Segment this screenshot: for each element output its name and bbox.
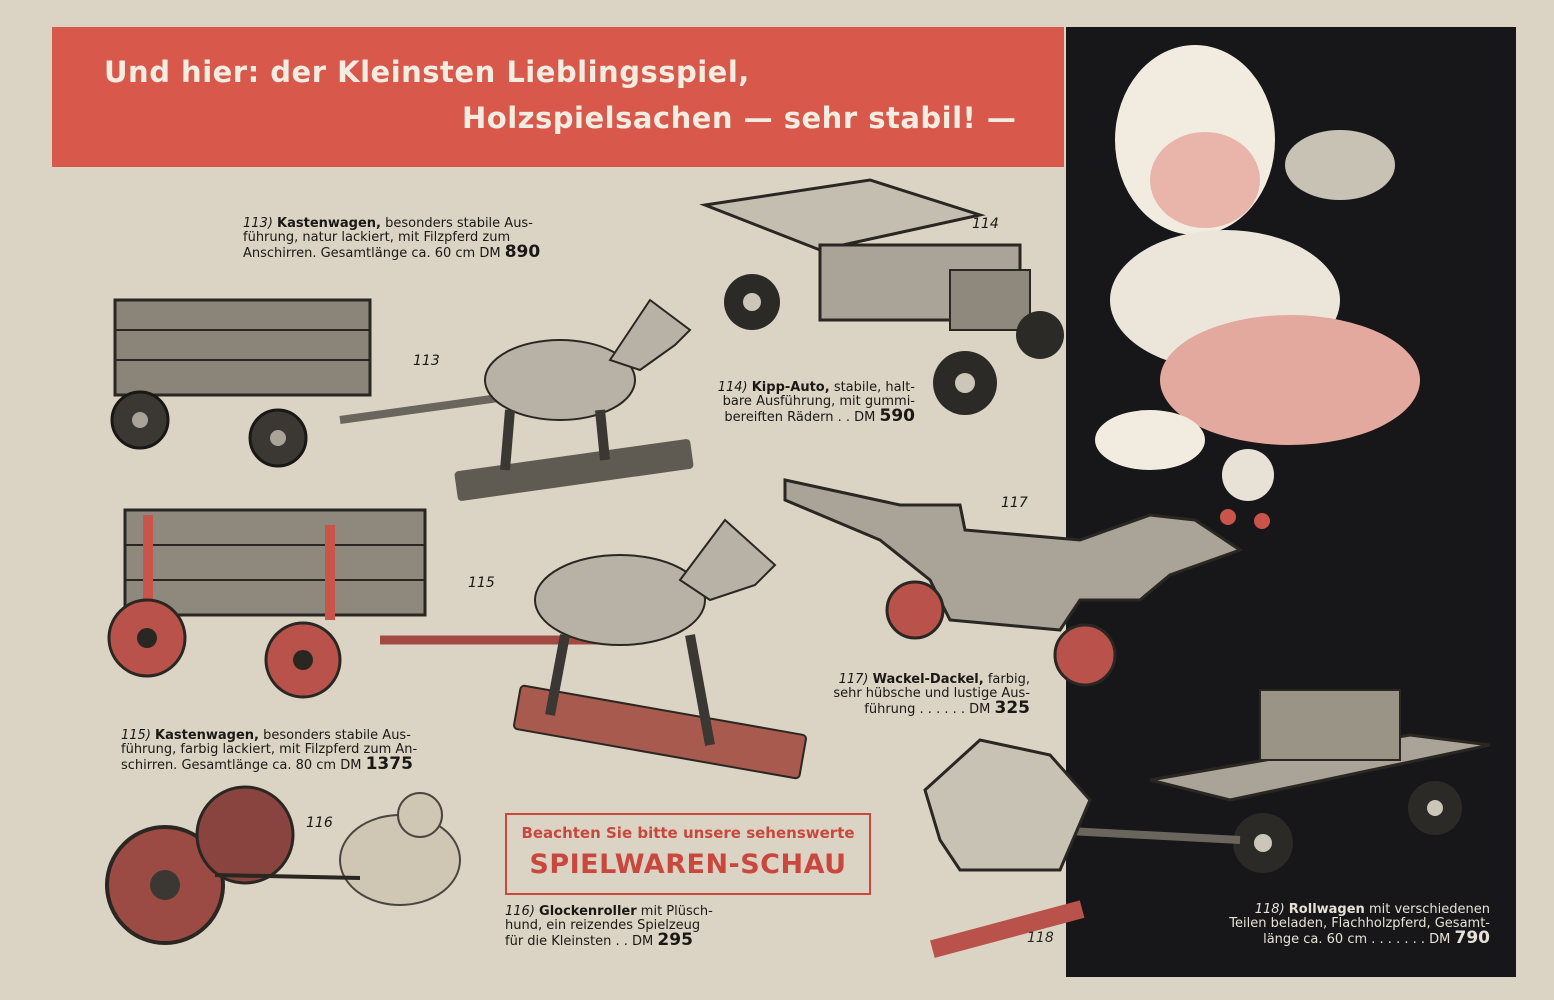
- price-114: 590: [879, 406, 915, 426]
- label-114: 114: [972, 216, 999, 232]
- caption-116: 116) Glockenroller mit Plüsch- hund, ein reizendes Spielzeug für die Kleinsten . . DM 295: [505, 904, 713, 950]
- price-115: 1375: [365, 754, 413, 774]
- label-116: 116: [306, 815, 333, 831]
- caption-117: 117) Wackel-Dackel, farbig, sehr hübsche und lustige Aus- führung . . . . . . DM 325: [833, 672, 1030, 718]
- bell-roller-116-illustration: [107, 787, 460, 943]
- headline-line-2: Holzspielsachen — sehr stabil! —: [462, 101, 1017, 135]
- spielwaren-schau-box: [505, 813, 871, 895]
- price-117: 325: [994, 698, 1030, 718]
- label-113: 113: [413, 353, 440, 369]
- caption-118: 118) Rollwagen mit verschiedenen Teilen beladen, Flachholzpferd, Gesamt- länge ca. 60 cm . . . . . . . DM 790: [1229, 902, 1490, 948]
- caption-113: 113) Kastenwagen, besonders stabile Aus- führung, natur lackiert, mit Filzpferd zum Anschirren. Gesamtlänge ca. 60 cm DM 890: [243, 216, 541, 262]
- price-113: 890: [504, 242, 541, 262]
- boy-illustration: [1095, 45, 1420, 529]
- label-117: 117: [1001, 495, 1028, 511]
- promo-line-2: SPIELWAREN-SCHAU: [529, 849, 847, 880]
- caption-114: 114) Kipp-Auto, stabile, halt- bare Ausführung, mit gummi- bereiften Rädern . . DM 590: [717, 380, 915, 426]
- headline-line-1: Und hier: der Kleinsten Lieblingsspiel,: [104, 55, 750, 89]
- wagon-113-illustration: [112, 300, 520, 466]
- caption-115: 115) Kastenwagen, besonders stabile Aus- führung, farbig lackiert, mit Filzpferd zum An- schirren. Gesamtlänge ca. 80 cm DM 1375: [121, 728, 418, 774]
- horse-115-illustration: [513, 520, 806, 779]
- label-118: 118: [1027, 930, 1054, 946]
- price-116: 295: [657, 930, 693, 950]
- promo-line-1: Beachten Sie bitte unsere sehenswerte: [521, 824, 855, 842]
- price-118: 790: [1454, 928, 1490, 948]
- wagon-115-illustration: [109, 510, 600, 697]
- label-115: 115: [468, 575, 495, 591]
